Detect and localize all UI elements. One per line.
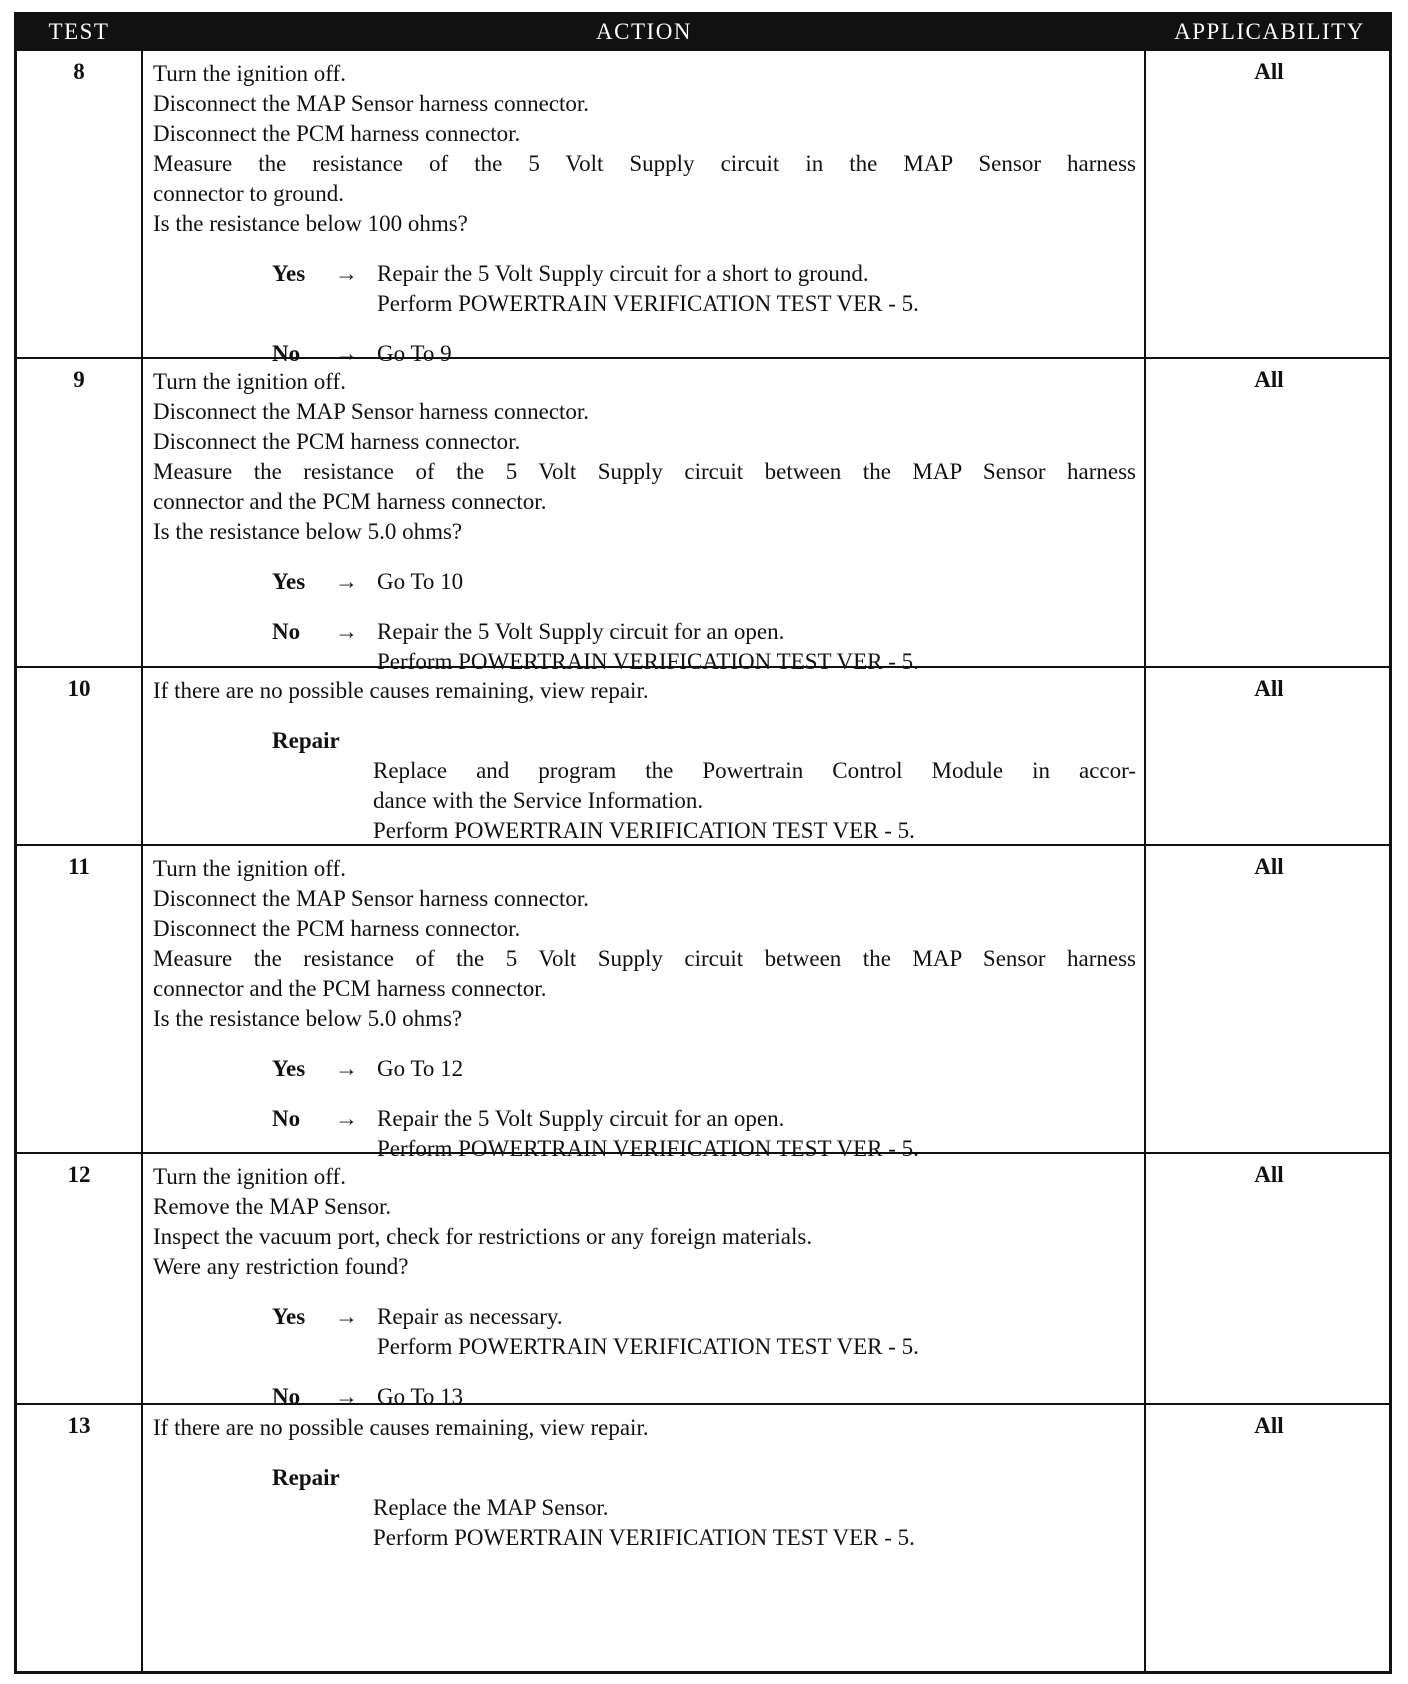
repair-line: Perform POWERTRAIN VERIFICATION TEST VER - 5. (373, 1525, 915, 1550)
no-label: No (272, 1106, 301, 1131)
arrow-icon: → (335, 1384, 358, 1409)
table-row (17, 51, 1389, 366)
yes-result-line: Go To 12 (377, 1056, 464, 1081)
test-number: 8 (73, 59, 85, 84)
repair-line: Replace and program the Powertrain Control Module in accor- (373, 758, 1136, 783)
header-action: ACTION (596, 19, 692, 44)
repair-line: Replace the MAP Sensor. (373, 1495, 609, 1520)
test-number: 12 (67, 1162, 91, 1187)
action-step: Disconnect the MAP Sensor harness connector. (153, 886, 590, 911)
yes-result (377, 259, 919, 319)
arrow-icon: → (335, 1304, 358, 1329)
repair-line: Perform POWERTRAIN VERIFICATION TEST VER - 5. (373, 818, 915, 843)
yes-result (377, 1054, 463, 1084)
action-cell (153, 1413, 1136, 1553)
arrow-icon: → (335, 261, 358, 286)
action-step: Disconnect the PCM harness connector. (153, 121, 521, 146)
yes-result (377, 567, 463, 597)
action-step: Measure the resistance of the 5 Volt Supply circuit in the MAP Sensor harness (153, 151, 1136, 176)
action-step: Disconnect the MAP Sensor harness connector. (153, 399, 590, 424)
action-step: Turn the ignition off. (153, 369, 346, 394)
repair-text (373, 1493, 1136, 1553)
no-result-line: Go To 13 (377, 1384, 464, 1409)
table-row (17, 668, 1389, 846)
no-label: No (272, 1384, 301, 1409)
action-cell (153, 676, 1136, 846)
yes-branch (153, 1054, 1136, 1084)
action-step: Disconnect the PCM harness connector. (153, 916, 521, 941)
applicability-value: All (1254, 1413, 1284, 1438)
action-cell (153, 854, 1136, 1164)
applicability-value: All (1254, 676, 1284, 701)
yes-result-line: Repair the 5 Volt Supply circuit for a short to ground. (377, 261, 869, 286)
repair-text (373, 756, 1136, 846)
arrow-icon: → (335, 1056, 358, 1081)
no-label: No (272, 619, 301, 644)
arrow-icon: → (335, 341, 358, 366)
no-result-line: Perform POWERTRAIN VERIFICATION TEST VER - 5. (377, 1136, 919, 1161)
repair-label: Repair (272, 1465, 340, 1490)
action-step: Is the resistance below 5.0 ohms? (153, 1006, 463, 1031)
applicability-value: All (1254, 1162, 1284, 1187)
action-step: Measure the resistance of the 5 Volt Supply circuit between the MAP Sensor harness (153, 459, 1136, 484)
action-step: Disconnect the PCM harness connector. (153, 429, 521, 454)
yes-label: Yes (272, 569, 306, 594)
yes-result-line: Go To 10 (377, 569, 464, 594)
table-row (17, 1154, 1389, 1409)
header-applicability: APPLICABILITY (1174, 19, 1365, 44)
test-number: 10 (67, 676, 91, 701)
table-row (17, 1405, 1389, 1674)
yes-label: Yes (272, 1056, 306, 1081)
action-step: Turn the ignition off. (153, 1164, 346, 1189)
action-step: Turn the ignition off. (153, 856, 346, 881)
yes-result-line: Repair as necessary. (377, 1304, 563, 1329)
action-step: Disconnect the MAP Sensor harness connector. (153, 91, 590, 116)
action-step: If there are no possible causes remaining, view repair. (153, 1415, 649, 1440)
table-row (17, 359, 1389, 674)
action-step: Were any restriction found? (153, 1254, 409, 1279)
applicability-value: All (1254, 59, 1284, 84)
test-number: 13 (67, 1413, 91, 1438)
no-result-line: Perform POWERTRAIN VERIFICATION TEST VER - 5. (377, 649, 919, 674)
no-result-line: Repair the 5 Volt Supply circuit for an open. (377, 1106, 785, 1131)
yes-label: Yes (272, 1304, 306, 1329)
yes-branch (153, 1302, 1136, 1362)
test-number: 9 (73, 367, 85, 392)
applicability-value: All (1254, 854, 1284, 879)
table-row (17, 846, 1389, 1161)
yes-result-line: Perform POWERTRAIN VERIFICATION TEST VER - 5. (377, 1334, 919, 1359)
no-result-line: Go To 9 (377, 341, 452, 366)
action-step: connector and the PCM harness connector. (153, 976, 547, 1001)
no-label: No (272, 341, 301, 366)
no-result-line: Repair the 5 Volt Supply circuit for an open. (377, 619, 785, 644)
arrow-icon: → (335, 569, 358, 594)
diagnostic-test-table (14, 12, 1392, 1674)
action-step: Remove the MAP Sensor. (153, 1194, 392, 1219)
action-step: Is the resistance below 100 ohms? (153, 211, 468, 236)
action-step: connector to ground. (153, 181, 344, 206)
repair-line: dance with the Service Information. (373, 788, 704, 813)
yes-branch (153, 567, 1136, 597)
yes-result-line: Perform POWERTRAIN VERIFICATION TEST VER - 5. (377, 291, 919, 316)
action-cell (153, 1162, 1136, 1412)
action-cell (153, 367, 1136, 677)
action-step: Measure the resistance of the 5 Volt Supply circuit between the MAP Sensor harness (153, 946, 1136, 971)
action-cell (153, 59, 1136, 369)
action-step: connector and the PCM harness connector. (153, 489, 547, 514)
yes-result (377, 1302, 919, 1362)
header-test: TEST (48, 19, 110, 44)
action-step: Inspect the vacuum port, check for restrictions or any foreign materials. (153, 1224, 813, 1249)
yes-label: Yes (272, 261, 306, 286)
test-number: 11 (68, 854, 90, 879)
applicability-value: All (1254, 367, 1284, 392)
arrow-icon: → (335, 619, 358, 644)
table-header (17, 15, 1389, 51)
yes-branch (153, 259, 1136, 319)
action-step: If there are no possible causes remaining, view repair. (153, 678, 649, 703)
action-step: Is the resistance below 5.0 ohms? (153, 519, 463, 544)
action-step: Turn the ignition off. (153, 61, 346, 86)
arrow-icon: → (335, 1106, 358, 1131)
repair-label: Repair (272, 728, 340, 753)
